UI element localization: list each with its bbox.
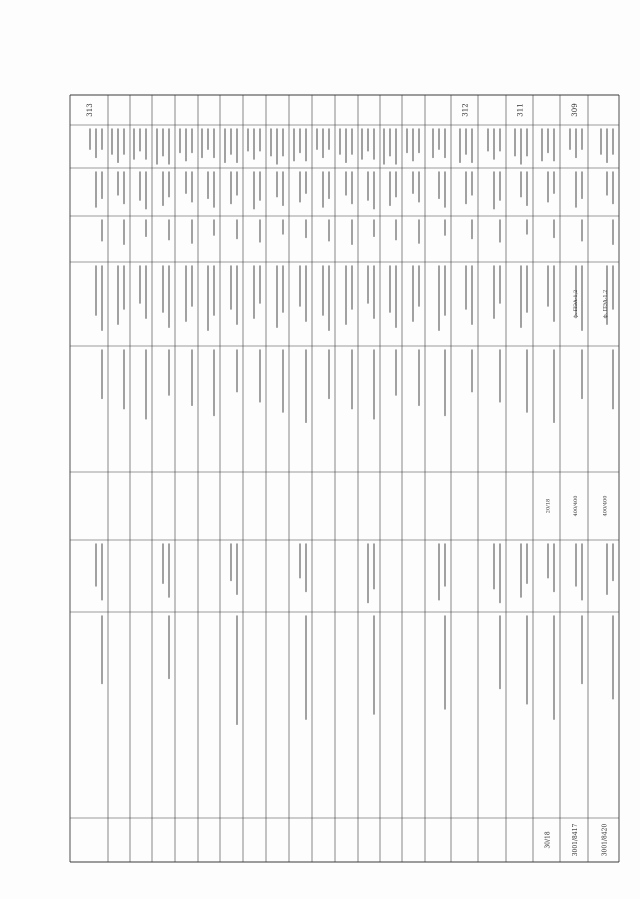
cell-value: 20/18 (545, 498, 552, 514)
cell-value: 400/400 (573, 495, 579, 517)
cell-value: 3001/8420 (601, 823, 609, 857)
table-cell-text (90, 129, 613, 724)
row-number: 313 (86, 103, 94, 117)
row-number: 309 (571, 103, 579, 117)
cell-value: ф. ПЭА-1,2 (602, 289, 609, 319)
row-number: 312 (461, 103, 470, 117)
cell-value: 30/18 (544, 831, 552, 849)
table-grid (70, 95, 619, 862)
cell-value: 3001/8417 (572, 823, 579, 857)
row-number: 311 (516, 103, 525, 117)
cell-value: 400/400 (602, 495, 609, 517)
cell-value: ф. ПЭА-1,2 (573, 289, 579, 319)
